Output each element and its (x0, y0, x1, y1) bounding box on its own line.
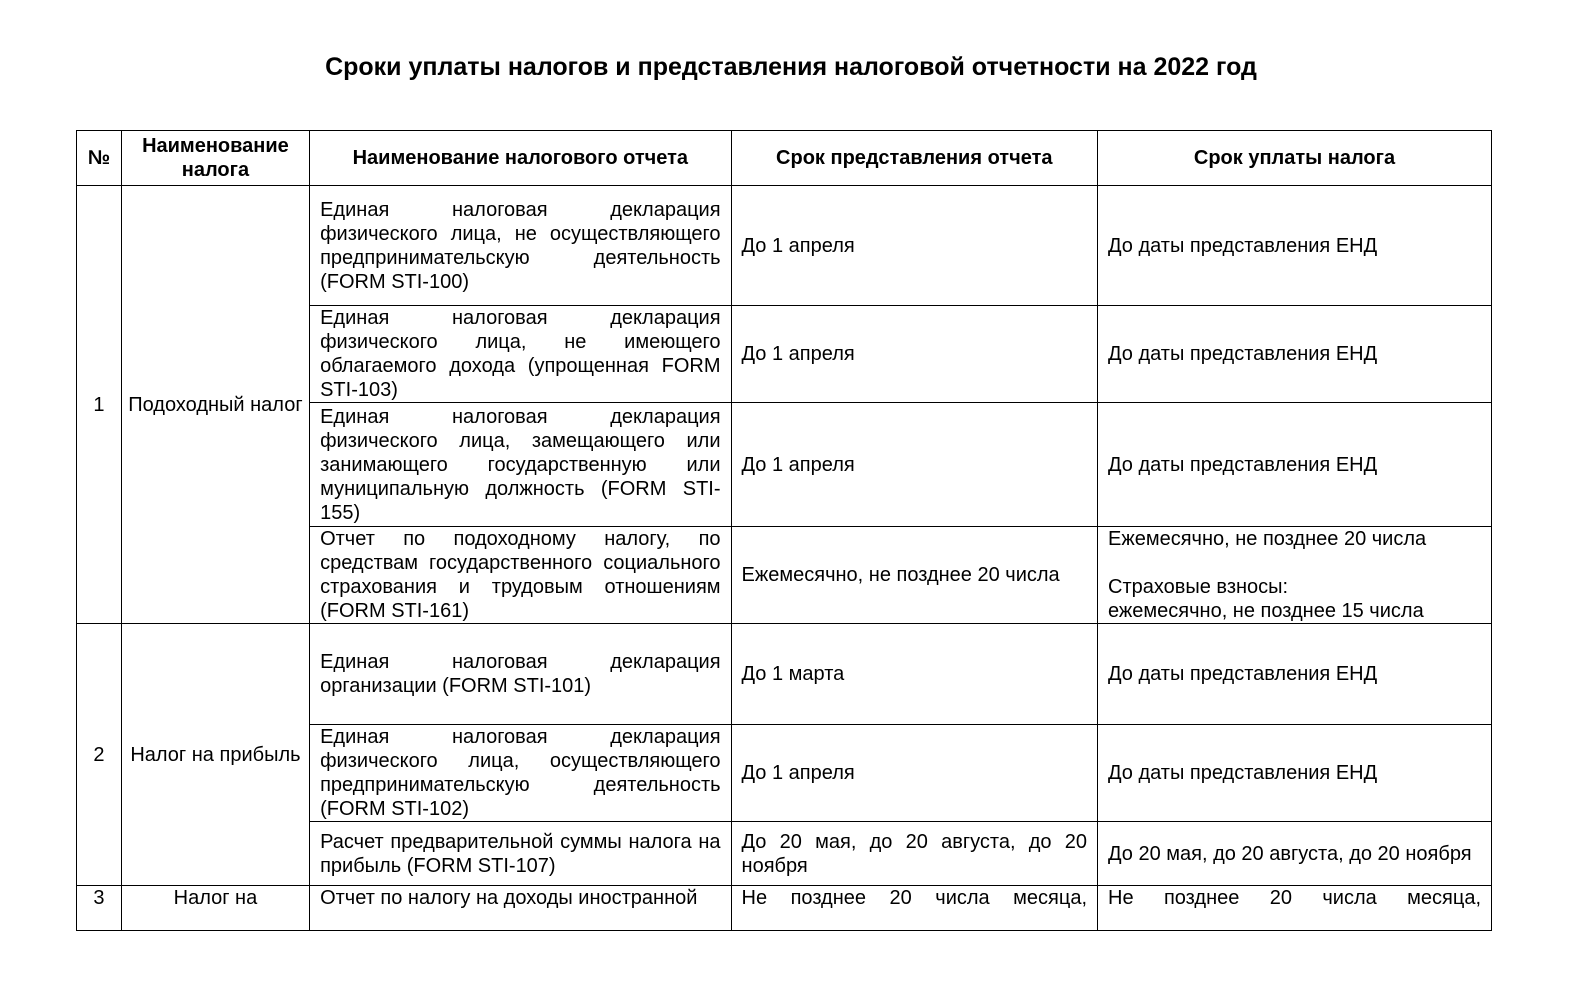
header-payment-deadline: Срок уплаты налога (1098, 131, 1492, 186)
payment-deadline-cell (1098, 527, 1492, 624)
payment-deadline: До даты представления ЕНД (1098, 403, 1492, 527)
table-row (77, 886, 1492, 931)
report-name: Единая налоговая декларация организации (FORM STI-101) (310, 624, 731, 725)
row-number: 3 (77, 886, 122, 931)
table-header-row (77, 131, 1492, 186)
report-deadline: До 1 апреля (731, 306, 1097, 403)
report-deadline: До 1 апреля (731, 186, 1097, 306)
report-deadline: Ежемесячно, не позднее 20 числа (731, 527, 1097, 624)
insurance-label: Страховые взносы: (1108, 576, 1289, 598)
tax-name: Налог на (121, 886, 309, 931)
report-deadline: До 1 апреля (731, 403, 1097, 527)
report-deadline: До 1 апреля (731, 725, 1097, 822)
row-number: 1 (77, 186, 122, 624)
report-deadline: До 1 марта (731, 624, 1097, 725)
spacer (1108, 551, 1481, 575)
tax-name: Налог на прибыль (121, 624, 309, 886)
report-name: Отчет по налогу на доходы иностранной (310, 886, 731, 931)
report-name: Единая налоговая декларация физического лица, замещающего или занимающего государственную или муниципальную должность (FORM STI-155) (310, 403, 731, 527)
report-name: Единая налоговая декларация физического лица, осуществляющего предпринимательскую деятельность (FORM STI-102) (310, 725, 731, 822)
payment-deadline: До даты представления ЕНД (1098, 306, 1492, 403)
tax-deadlines-table (76, 130, 1492, 931)
header-num: № (77, 131, 122, 186)
tax-name: Подоходный налог (121, 186, 309, 624)
header-tax-name: Наименование налога (121, 131, 309, 186)
header-report-deadline: Срок представления отчета (731, 131, 1097, 186)
report-name: Единая налоговая декларация физического лица, не имеющего облагаемого дохода (упрощенная FORM STI-103) (310, 306, 731, 403)
table-row (77, 186, 1492, 306)
document-title: Сроки уплаты налогов и представления налоговой отчетности на 2022 год (325, 53, 1257, 81)
table-row (77, 624, 1492, 725)
payment-deadline: До 20 мая, до 20 августа, до 20 ноября (1098, 822, 1492, 886)
payment-deadline: До даты представления ЕНД (1098, 624, 1492, 725)
header-report-name: Наименование налогового отчета (310, 131, 731, 186)
insurance-deadline: ежемесячно, не позднее 15 числа (1108, 600, 1424, 622)
payment-deadline: До даты представления ЕНД (1098, 186, 1492, 306)
row-number: 2 (77, 624, 122, 886)
payment-deadline: До даты представления ЕНД (1098, 725, 1492, 822)
report-deadline: Не позднее 20 числа месяца, (731, 886, 1097, 931)
report-name: Отчет по подоходному налогу, по средствам государственного социального страхования и трудовым отношениям (FORM STI-161) (310, 527, 731, 624)
payment-deadline: Не позднее 20 числа месяца, (1098, 886, 1492, 931)
payment-deadline: Ежемесячно, не позднее 20 числа (1108, 528, 1427, 550)
report-name: Расчет предварительной суммы налога на прибыль (FORM STI-107) (310, 822, 731, 886)
report-deadline: До 20 мая, до 20 августа, до 20 ноября (731, 822, 1097, 886)
report-name: Единая налоговая декларация физического лица, не осуществляющего предпринимательскую деятельность (FORM STI-100) (310, 186, 731, 306)
